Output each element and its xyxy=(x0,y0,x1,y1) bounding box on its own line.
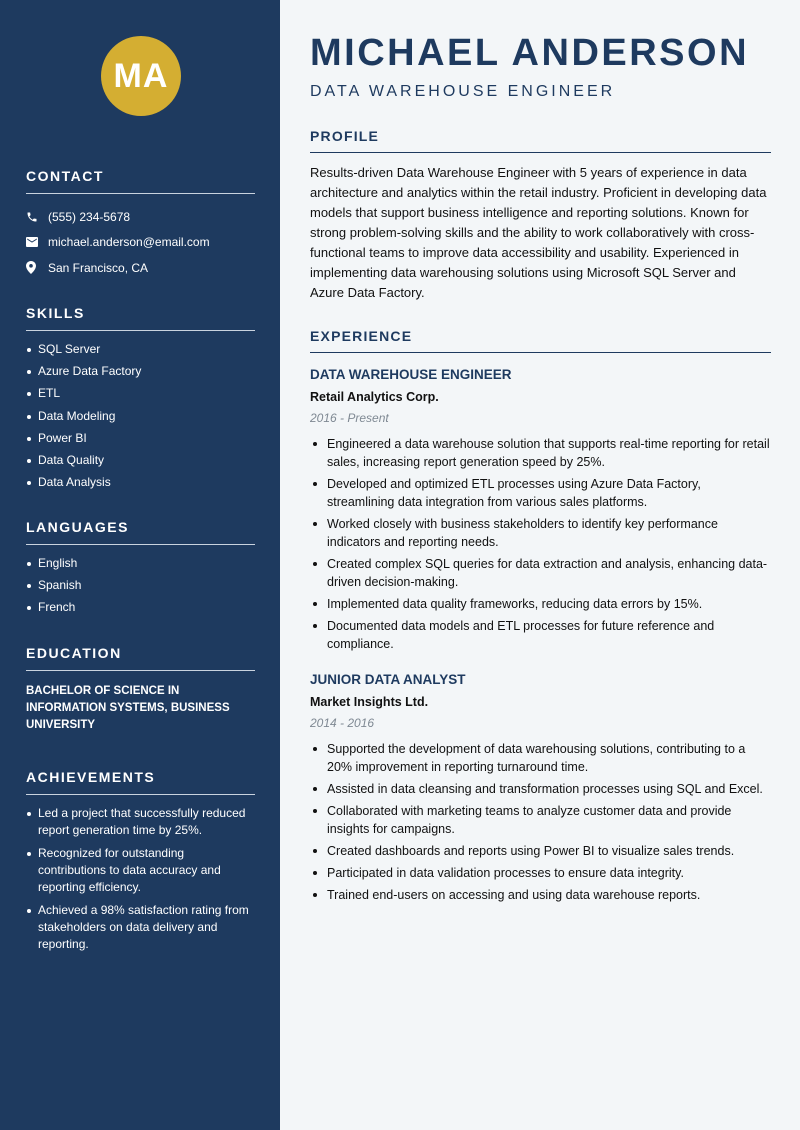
profile-text: Results-driven Data Warehouse Engineer with 5 years of experience in data architecture and analytics within the retail industry. Proficient in developing data models that support business intelligence and reporting solutions. Known for strong problem-solving skills and the ability to work collaboratively with cross-functional teams to improve data accessibility and usability. Experienced in implementing data warehousing solutions using Microsoft SQL Server and Azure Data Factory. xyxy=(310,165,767,300)
job-bullet: Created dashboards and reports using Power BI to visualize sales trends. xyxy=(310,842,771,860)
achievements-section xyxy=(26,769,255,959)
phone-text: (555) 234-5678 xyxy=(48,209,131,224)
language-item: French xyxy=(26,599,255,616)
contact-email xyxy=(26,230,255,256)
language-item: Spanish xyxy=(26,577,255,594)
job-entry xyxy=(310,366,771,657)
achievements-heading: ACHIEVEMENTS xyxy=(26,769,255,795)
skills-heading: SKILLS xyxy=(26,305,255,331)
contact-heading: CONTACT xyxy=(26,168,255,194)
job-bullet: Assisted in data cleansing and transformation processes using SQL and Excel. xyxy=(310,780,771,798)
skill-item: Data Analysis xyxy=(26,474,255,491)
phone-icon xyxy=(26,211,48,223)
job-bullet: Participated in data validation processes to ensure data integrity. xyxy=(310,864,771,882)
skill-item: ETL xyxy=(26,385,255,402)
achievement-item: Achieved a 98% satisfaction rating from stakeholders on data delivery and reporting. xyxy=(26,902,255,953)
email-icon xyxy=(26,237,48,247)
job-bullet: Engineered a data warehouse solution that supports real-time reporting for retail sales, increasing report generation speed by 25%. xyxy=(310,435,771,471)
job-bullet: Documented data models and ETL processes for future reference and compliance. xyxy=(310,617,771,653)
job-entry xyxy=(310,671,771,908)
profile-heading: PROFILE xyxy=(310,128,771,153)
job-bullet: Created complex SQL queries for data extraction and analysis, enhancing data-driven decision-making. xyxy=(310,555,771,591)
contact-location xyxy=(26,255,255,281)
skill-item: Azure Data Factory xyxy=(26,363,255,380)
job-dates: 2014 - 2016 xyxy=(310,716,375,730)
job-role: JUNIOR DATA ANALYST xyxy=(310,672,466,687)
experience-section xyxy=(310,328,771,353)
job-bullet: Collaborated with marketing teams to analyze customer data and provide insights for campaigns. xyxy=(310,802,771,838)
job-company: Retail Analytics Corp. xyxy=(310,390,439,404)
sidebar xyxy=(0,0,280,1130)
location-text: San Francisco, CA xyxy=(48,260,149,275)
contact-phone xyxy=(26,204,255,230)
email-text: michael.anderson@email.com xyxy=(48,235,210,250)
languages-heading: LANGUAGES xyxy=(26,519,255,545)
job-company: Market Insights Ltd. xyxy=(310,695,429,709)
skill-item: SQL Server xyxy=(26,341,255,358)
skill-item: Data Modeling xyxy=(26,408,255,425)
skills-section xyxy=(26,305,255,496)
location-pin-icon xyxy=(26,261,48,274)
experience-heading: EXPERIENCE xyxy=(310,328,771,353)
achievement-item: Recognized for outstanding contributions to data accuracy and reporting efficiency. xyxy=(26,845,255,896)
avatar: MA xyxy=(101,36,181,116)
job-bullet: Worked closely with business stakeholders to identify key performance indicators and reporting needs. xyxy=(310,515,771,551)
candidate-name: MICHAEL ANDERSON xyxy=(310,32,750,74)
education-section xyxy=(26,645,255,734)
job-bullet: Developed and optimized ETL processes using Azure Data Factory, streamlining data integration from various sales platforms. xyxy=(310,475,771,511)
candidate-title: DATA WAREHOUSE ENGINEER xyxy=(310,83,616,100)
language-item: English xyxy=(26,555,255,572)
job-bullet: Supported the development of data warehousing solutions, contributing to a 20% improvement in reporting turnaround time. xyxy=(310,740,771,776)
education-heading: EDUCATION xyxy=(26,645,255,671)
profile-section xyxy=(310,128,771,303)
contact-section xyxy=(26,168,255,281)
job-bullet: Implemented data quality frameworks, reducing data errors by 15%. xyxy=(310,595,771,613)
education-degree: BACHELOR OF SCIENCE IN INFORMATION SYSTEMS, BUSINESS UNIVERSITY xyxy=(26,685,230,731)
achievement-item: Led a project that successfully reduced report generation time by 25%. xyxy=(26,805,255,839)
languages-section xyxy=(26,519,255,622)
job-dates: 2016 - Present xyxy=(310,411,389,425)
job-role: DATA WAREHOUSE ENGINEER xyxy=(310,367,512,382)
skill-item: Data Quality xyxy=(26,452,255,469)
skill-item: Power BI xyxy=(26,430,255,447)
job-bullet: Trained end-users on accessing and using data warehouse reports. xyxy=(310,886,771,904)
